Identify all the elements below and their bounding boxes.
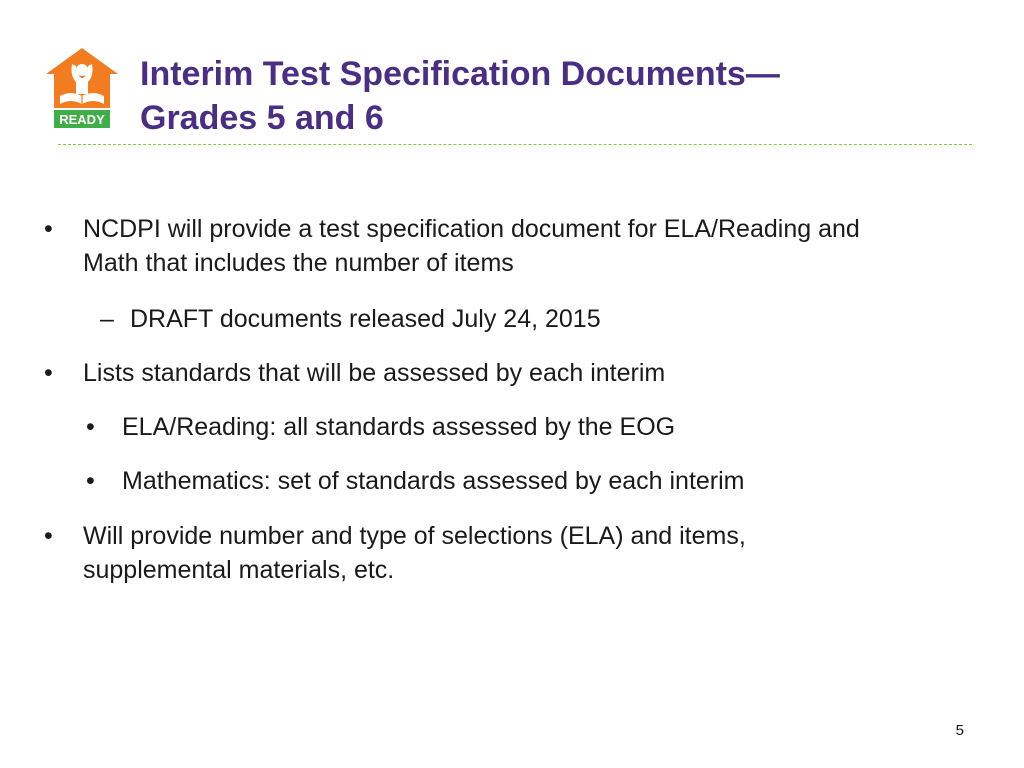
bullet-marker: • xyxy=(44,215,53,243)
list-item xyxy=(122,464,982,498)
list-item-line: Lists standards that will be assessed by each interim xyxy=(83,359,666,387)
list-item xyxy=(83,356,983,390)
list-item-line: NCDPI will provide a test specification document for ELA/Reading and xyxy=(83,215,860,243)
dash-marker: – xyxy=(100,305,114,333)
list-item-line: ELA/Reading: all standards assessed by the EOG xyxy=(122,413,676,441)
list-item-line: Math that includes the number of items xyxy=(83,249,514,277)
bullet-marker: • xyxy=(86,413,95,441)
list-item xyxy=(83,519,983,587)
list-item xyxy=(130,302,980,336)
list-item-line: supplemental materials, etc. xyxy=(83,556,395,584)
title-divider xyxy=(58,144,972,145)
ready-banner-text: READY xyxy=(59,112,105,127)
page-title xyxy=(140,52,980,140)
title-line-1: Interim Test Specification Documents— xyxy=(140,55,780,93)
title-line-2: Grades 5 and 6 xyxy=(140,99,384,137)
ready-logo xyxy=(44,46,120,132)
page-number: 5 xyxy=(955,722,964,739)
bullet-marker: • xyxy=(44,359,53,387)
bullet-marker: • xyxy=(86,467,95,495)
list-item-line: Mathematics: set of standards assessed by each interim xyxy=(122,467,745,495)
list-item xyxy=(83,212,983,280)
list-item xyxy=(122,410,982,444)
list-item-line: DRAFT documents released July 24, 2015 xyxy=(130,305,601,333)
bullet-marker: • xyxy=(44,522,53,550)
list-item-line: Will provide number and type of selections (ELA) and items, xyxy=(83,522,746,550)
